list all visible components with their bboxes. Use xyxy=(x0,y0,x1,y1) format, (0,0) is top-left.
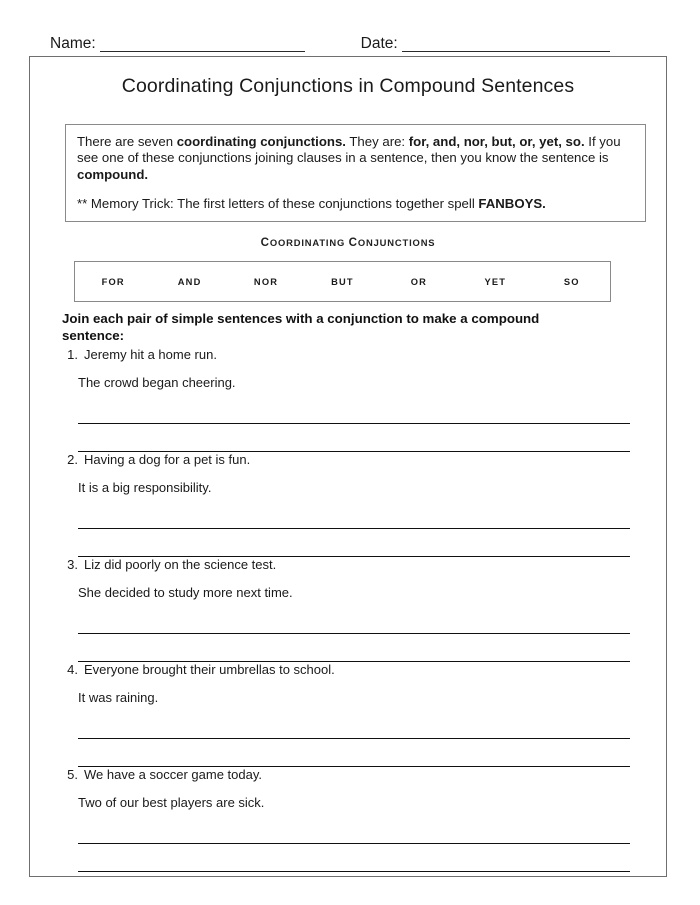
question-number: 1. xyxy=(67,347,78,362)
memory-trick-paragraph xyxy=(77,196,634,212)
question-sentence-1: Having a dog for a pet is fun. xyxy=(84,452,251,467)
name-label: Name: xyxy=(50,34,96,52)
info-conjunction-list: for, and, nor, but, or, yet, so. xyxy=(408,134,585,149)
conjunction-cell-but: BUT xyxy=(331,276,354,287)
caption-rest-2: ONJUNCTIONS xyxy=(357,237,436,248)
question-item xyxy=(29,557,667,662)
conjunction-cell-so: SO xyxy=(563,276,580,287)
conjunction-cell-nor: NOR xyxy=(253,276,279,287)
caption-rest-1: OORDINATING xyxy=(269,237,349,248)
answer-line[interactable] xyxy=(78,633,630,634)
question-item xyxy=(29,767,667,872)
question-number: 2. xyxy=(67,452,78,467)
conjunction-cell-for: FOR xyxy=(101,276,125,287)
question-sentence-2: Two of our best players are sick. xyxy=(78,795,265,810)
conjunction-cell-yet: YET xyxy=(484,276,507,287)
conjunction-cell-and: AND xyxy=(177,276,202,287)
name-field[interactable] xyxy=(50,36,305,53)
question-number: 3. xyxy=(67,557,78,572)
directions-text: Join each pair of simple sentences with a conjunction to make a compound sentence: xyxy=(62,311,540,343)
worksheet-header xyxy=(0,26,700,52)
answer-line[interactable] xyxy=(78,843,630,844)
question-number: 5. xyxy=(67,767,78,782)
question-number: 4. xyxy=(67,662,78,677)
question-sentence-2: She decided to study more next time. xyxy=(78,585,293,600)
info-text-c: If you see one of these conjunctions joining clauses in a sentence, then you know the sentence is xyxy=(77,134,621,166)
info-text-b: They are: xyxy=(345,134,409,149)
question-sentence-2: The crowd began cheering. xyxy=(78,375,236,390)
question-sentence-2: It is a big responsibility. xyxy=(78,480,212,495)
question-item xyxy=(29,452,667,557)
date-label: Date: xyxy=(360,34,398,52)
info-text-a: There are seven xyxy=(77,134,177,149)
conjunctions-table-caption xyxy=(29,236,667,249)
date-write-line[interactable] xyxy=(402,38,610,52)
memory-trick-acronym: FANBOYS. xyxy=(478,196,546,212)
info-box xyxy=(65,124,646,222)
memory-trick-text: ** Memory Trick: The first letters of these conjunctions together spell xyxy=(77,196,479,212)
conjunctions-table xyxy=(74,261,611,302)
question-list xyxy=(29,347,667,872)
info-term-coordinating-conjunctions: coordinating conjunctions. xyxy=(176,134,346,149)
answer-line[interactable] xyxy=(78,871,630,872)
answer-line[interactable] xyxy=(78,528,630,529)
caption-cap-c1: C xyxy=(260,236,270,249)
question-sentence-1: We have a soccer game today. xyxy=(84,767,263,782)
question-sentence-1: Everyone brought their umbrellas to school. xyxy=(84,662,335,677)
name-write-line[interactable] xyxy=(100,38,305,52)
page-title: Coordinating Conjunctions in Compound Sentences xyxy=(121,75,575,97)
caption-cap-c2: C xyxy=(348,236,358,249)
info-paragraph xyxy=(77,134,634,183)
conjunction-cell-or: OR xyxy=(410,276,428,287)
question-sentence-1: Liz did poorly on the science test. xyxy=(84,557,277,572)
answer-line[interactable] xyxy=(78,423,630,424)
question-item xyxy=(29,662,667,767)
date-field[interactable] xyxy=(361,36,610,53)
question-sentence-1: Jeremy hit a home run. xyxy=(84,347,217,362)
info-term-compound: compound. xyxy=(77,166,149,182)
question-item xyxy=(29,347,667,452)
question-sentence-2: It was raining. xyxy=(78,690,159,705)
answer-line[interactable] xyxy=(78,738,630,739)
